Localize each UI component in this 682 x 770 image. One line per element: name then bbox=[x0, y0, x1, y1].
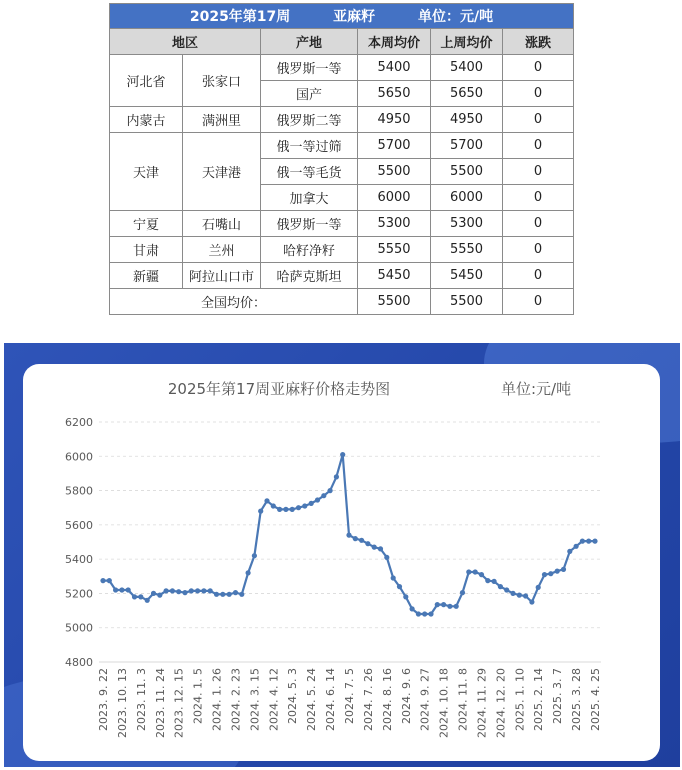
data-point bbox=[410, 606, 415, 611]
cell-this-week: 6000 bbox=[358, 185, 431, 211]
cell-this-week: 5300 bbox=[358, 211, 431, 237]
data-point bbox=[504, 587, 509, 592]
data-point bbox=[536, 585, 541, 590]
price-table bbox=[109, 3, 574, 315]
cell-province: 内蒙古 bbox=[110, 107, 183, 133]
data-point bbox=[176, 589, 181, 594]
data-point bbox=[378, 546, 383, 551]
data-point bbox=[359, 538, 364, 543]
cell-province: 天津 bbox=[110, 133, 183, 211]
cell-this-week: 5700 bbox=[358, 133, 431, 159]
data-point bbox=[498, 584, 503, 589]
cell-last-week: 5650 bbox=[431, 81, 503, 107]
cell-change: 0 bbox=[503, 133, 574, 159]
header-last-week: 上周均价 bbox=[431, 29, 503, 55]
cell-province: 甘肃 bbox=[110, 237, 183, 263]
data-point bbox=[182, 590, 187, 595]
chart-panel bbox=[4, 343, 680, 767]
title-product: 亚麻籽 bbox=[333, 9, 376, 25]
table-body bbox=[110, 4, 574, 315]
chart-card bbox=[23, 364, 660, 761]
title-period: 2025年第17周 bbox=[189, 9, 291, 25]
data-point bbox=[529, 599, 534, 604]
x-tick-label: 2024. 12. 20 bbox=[494, 668, 508, 738]
data-point bbox=[100, 578, 105, 583]
data-point bbox=[422, 611, 427, 616]
cell-origin: 俄罗斯一等 bbox=[261, 211, 358, 237]
data-point bbox=[126, 587, 131, 592]
cell-last-week: 5550 bbox=[431, 237, 503, 263]
x-tick-label: 2024. 1. 26 bbox=[210, 668, 224, 731]
cell-city: 石嘴山 bbox=[183, 211, 261, 237]
x-tick-label: 2024. 11. 8 bbox=[456, 668, 470, 731]
chart-unit-label: 单位:元/吨 bbox=[501, 380, 572, 398]
data-point bbox=[258, 509, 263, 514]
table-row bbox=[110, 133, 574, 159]
cell-origin: 俄一等过筛 bbox=[261, 133, 358, 159]
national-average-row bbox=[110, 289, 574, 315]
x-tick-label: 2024. 7. 5 bbox=[343, 668, 356, 724]
header-change: 涨跌 bbox=[503, 29, 574, 55]
cell-change: 0 bbox=[503, 263, 574, 289]
x-tick-label: 2024. 7. 26 bbox=[361, 668, 375, 731]
y-tick-label: 4800 bbox=[65, 656, 93, 669]
table-title bbox=[110, 4, 574, 29]
data-point bbox=[252, 553, 257, 558]
y-tick-label: 6000 bbox=[65, 450, 93, 464]
x-tick-label: 2024. 1. 5 bbox=[191, 668, 205, 724]
data-point bbox=[548, 571, 553, 576]
x-tick-label: 2025. 3. 28 bbox=[570, 668, 584, 731]
x-tick-label: 2024. 6. 14 bbox=[324, 668, 338, 731]
data-point bbox=[542, 572, 547, 577]
data-point bbox=[283, 507, 288, 512]
data-point bbox=[517, 593, 522, 598]
header-this-week: 本周均价 bbox=[358, 29, 431, 55]
cell-origin: 国产 bbox=[261, 81, 358, 107]
x-tick-label: 2025. 4. 25 bbox=[589, 668, 602, 731]
cell-this-week: 5450 bbox=[358, 263, 431, 289]
cell-change: 0 bbox=[503, 237, 574, 263]
grid-layer bbox=[99, 422, 601, 662]
national-average-label: 全国均价： bbox=[110, 289, 358, 315]
national-this-week: 5500 bbox=[358, 289, 431, 315]
cell-city: 兰州 bbox=[183, 237, 261, 263]
cell-last-week: 5450 bbox=[431, 263, 503, 289]
data-point bbox=[170, 588, 175, 593]
cell-last-week: 5700 bbox=[431, 133, 503, 159]
cell-change: 0 bbox=[503, 185, 574, 211]
x-tick-label: 2023. 11. 3 bbox=[134, 668, 148, 731]
data-point bbox=[580, 539, 585, 544]
cell-this-week: 5500 bbox=[358, 159, 431, 185]
data-point bbox=[264, 498, 269, 503]
data-point bbox=[132, 594, 137, 599]
cell-province: 新疆 bbox=[110, 263, 183, 289]
data-point bbox=[208, 588, 213, 593]
national-last-week: 5500 bbox=[431, 289, 503, 315]
x-tick-label: 2023. 10. 13 bbox=[115, 668, 129, 738]
data-point bbox=[189, 588, 194, 593]
data-point bbox=[195, 588, 200, 593]
y-tick-label: 5400 bbox=[65, 553, 93, 567]
data-point bbox=[416, 611, 421, 616]
data-point bbox=[214, 592, 219, 597]
x-tick-label: 2024. 2. 23 bbox=[229, 668, 243, 731]
data-point bbox=[365, 541, 370, 546]
data-point bbox=[435, 602, 440, 607]
data-point bbox=[309, 501, 314, 506]
data-point bbox=[567, 549, 572, 554]
data-point bbox=[328, 488, 333, 493]
cell-origin: 哈萨克斯坦 bbox=[261, 263, 358, 289]
data-point bbox=[220, 592, 225, 597]
title-unit: 单位：元/吨 bbox=[418, 9, 494, 25]
data-point bbox=[145, 598, 150, 603]
x-tick-label: 2024. 5. 24 bbox=[305, 668, 319, 731]
cell-change: 0 bbox=[503, 81, 574, 107]
table-row bbox=[110, 55, 574, 81]
x-tick-label: 2023. 9. 22 bbox=[97, 668, 110, 731]
data-point bbox=[233, 590, 238, 595]
data-point bbox=[164, 588, 169, 593]
data-point bbox=[447, 604, 452, 609]
data-point bbox=[201, 588, 206, 593]
cell-change: 0 bbox=[503, 55, 574, 81]
data-point bbox=[466, 569, 471, 574]
data-point bbox=[454, 604, 459, 609]
data-point bbox=[290, 507, 295, 512]
data-point bbox=[246, 570, 251, 575]
x-tick-label: 2025. 1. 10 bbox=[513, 668, 527, 731]
data-point bbox=[315, 497, 320, 502]
cell-this-week: 5650 bbox=[358, 81, 431, 107]
data-point bbox=[107, 578, 112, 583]
data-point bbox=[271, 503, 276, 508]
x-tick-label: 2024. 3. 15 bbox=[248, 668, 262, 731]
cell-origin: 俄罗斯二等 bbox=[261, 107, 358, 133]
header-region: 地区 bbox=[110, 29, 261, 55]
data-point bbox=[384, 555, 389, 560]
y-tick-label: 5600 bbox=[65, 518, 93, 532]
table-row bbox=[110, 263, 574, 289]
data-point bbox=[555, 569, 560, 574]
x-tick-label: 2023. 12. 15 bbox=[172, 668, 186, 738]
data-point bbox=[428, 611, 433, 616]
data-point bbox=[321, 493, 326, 498]
cell-city: 满洲里 bbox=[183, 107, 261, 133]
cell-last-week: 5300 bbox=[431, 211, 503, 237]
table-title-row bbox=[110, 4, 574, 29]
chart-title: 2025年第17周亚麻籽价格走势图 bbox=[167, 380, 391, 398]
cell-last-week: 5400 bbox=[431, 55, 503, 81]
x-tick-label: 2024. 9. 6 bbox=[399, 668, 413, 724]
cell-this-week: 5550 bbox=[358, 237, 431, 263]
x-axis bbox=[97, 668, 602, 738]
x-tick-label: 2024. 11. 29 bbox=[475, 668, 489, 738]
cell-this-week: 5400 bbox=[358, 55, 431, 81]
y-tick-label: 5000 bbox=[65, 621, 93, 635]
data-point bbox=[592, 539, 597, 544]
cell-this-week: 4950 bbox=[358, 107, 431, 133]
x-tick-label: 2024. 10. 18 bbox=[437, 668, 451, 738]
data-point bbox=[346, 533, 351, 538]
data-point bbox=[403, 594, 408, 599]
data-point bbox=[353, 536, 358, 541]
data-point bbox=[586, 539, 591, 544]
national-change: 0 bbox=[503, 289, 574, 315]
cell-province: 宁夏 bbox=[110, 211, 183, 237]
header-origin: 产地 bbox=[261, 29, 358, 55]
data-point bbox=[340, 452, 345, 457]
x-tick-label: 2023. 11. 24 bbox=[153, 668, 167, 738]
data-point bbox=[479, 572, 484, 577]
cell-last-week: 6000 bbox=[431, 185, 503, 211]
data-point bbox=[460, 590, 465, 595]
data-point bbox=[227, 592, 232, 597]
data-point bbox=[302, 503, 307, 508]
cell-change: 0 bbox=[503, 107, 574, 133]
data-point bbox=[151, 591, 156, 596]
y-tick-label: 5800 bbox=[65, 484, 93, 498]
data-point bbox=[391, 575, 396, 580]
cell-last-week: 5500 bbox=[431, 159, 503, 185]
data-point bbox=[441, 602, 446, 607]
data-point bbox=[119, 587, 124, 592]
price-trend-chart bbox=[23, 364, 660, 761]
y-tick-label: 6200 bbox=[65, 416, 93, 429]
cell-origin: 俄一等毛货 bbox=[261, 159, 358, 185]
data-point bbox=[485, 578, 490, 583]
cell-origin: 俄罗斯一等 bbox=[261, 55, 358, 81]
table-header-row bbox=[110, 29, 574, 55]
data-point bbox=[334, 474, 339, 479]
data-point bbox=[523, 593, 528, 598]
cell-city: 阿拉山口市 bbox=[183, 263, 261, 289]
cell-origin: 哈籽净籽 bbox=[261, 237, 358, 263]
x-tick-label: 2025. 2. 14 bbox=[532, 668, 546, 731]
y-tick-label: 5200 bbox=[65, 587, 93, 601]
data-point bbox=[138, 594, 143, 599]
data-point bbox=[157, 593, 162, 598]
cell-city: 张家口 bbox=[183, 55, 261, 107]
cell-last-week: 4950 bbox=[431, 107, 503, 133]
x-tick-label: 2025. 3. 7 bbox=[551, 668, 565, 724]
data-point bbox=[561, 567, 566, 572]
table-row bbox=[110, 107, 574, 133]
data-point bbox=[397, 584, 402, 589]
cell-change: 0 bbox=[503, 159, 574, 185]
table-row bbox=[110, 211, 574, 237]
cell-city: 天津港 bbox=[183, 133, 261, 211]
y-axis bbox=[65, 416, 93, 669]
table-row bbox=[110, 237, 574, 263]
data-point bbox=[510, 591, 515, 596]
x-tick-label: 2024. 8. 16 bbox=[380, 668, 394, 731]
cell-change: 0 bbox=[503, 211, 574, 237]
x-tick-label: 2024. 9. 27 bbox=[418, 668, 432, 731]
data-point bbox=[574, 544, 579, 549]
data-point bbox=[473, 569, 478, 574]
data-point bbox=[113, 587, 118, 592]
data-point bbox=[239, 592, 244, 597]
x-tick-label: 2024. 5. 3 bbox=[286, 668, 300, 724]
data-point bbox=[492, 579, 497, 584]
data-point bbox=[277, 507, 282, 512]
x-tick-label: 2024. 4. 12 bbox=[267, 668, 281, 731]
cell-province: 河北省 bbox=[110, 55, 183, 107]
data-point bbox=[372, 545, 377, 550]
cell-origin: 加拿大 bbox=[261, 185, 358, 211]
data-point bbox=[296, 505, 301, 510]
